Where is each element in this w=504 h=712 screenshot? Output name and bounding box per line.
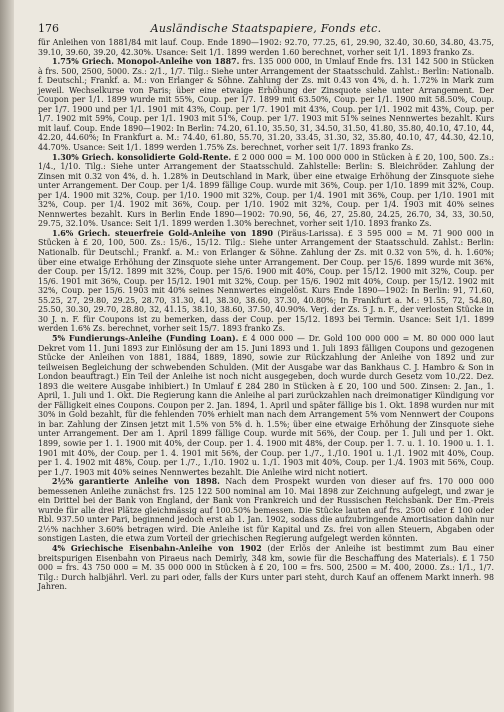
paragraph-monopol-anleihe [38,57,494,152]
paragraph-text: (der Erlös der Anleihe ist bestimmt zum Bau einer breitspurigen Eisenbahn von Piraeus nach Demirly, 348 km, sowie für die Beschaffung des Materials). £ 1 750 000 = frs. 43 750 000 = M. 35 000 000 in Stücken à £ 20, 100 = frs. 500, 2500 = M. 400, 2000. Zs.: 1/1., 1/7. Tilg.: Durch halbjährl. Verl. zu pari oder, falls der Kurs unter pari steht, durch Kauf an offenem Markt innerh. 98 Jahren. [38,543,494,592]
paragraph-text: £ 4 000 000 — Dr. Gold 100 000 000 = M. 80 000 000 laut Dekret vom 11. Juni 1893 zur Einlösung der am 15. Juni 1893 und 1. Juli 1893 fälligen Coupons und gezogenen Stücke der Anleihen von 1881, 1884, 1889, 1890, sowie zur Rückzahlung der Anleihe von 1892 und zur teilweisen Begleichung der schwebenden Schulden. (Mit der Ausgabe war das Bankhaus C. J. Hambro & Son in London beauftragt.) Ein Teil der Anleihe ist noch nicht ausgegeben, doch wurde durch Gesetz vom 10./22. Dez. 1893 die weitere Ausgabe inhibiert.) In Umlauf £ 284 280 in Stücken à £ 20, 100 und 500. Zinsen: 2. Jan., 1. April, 1. Juli und 1. Okt. Die Regierung kann die Anleihe al pari zurückzahlen nach dreimonatiger Kündigung vor der Fälligkeit eines Coupons. Coupon per 2. Jan. 1894, 1. April und später fällige bis 1. Okt. 1898 wurden nur mit 30% in Gold bezahlt, für die fehlenden 70% erhielt man nach dem Arrangement 5% vom Nennwert der Coupons in bar. Zahlung der Zinsen jetzt mit 1.5% von 5% d. h. 1.5%; über eine etwaige Erhöhung der Zinsquote siehe unter Arrangement. Der am 1. April 1899 fällige Coup. wurde mit 56%, der Coup. per 1. Juli und per 1. Okt. 1899, sowie per 1. 1. 1900 mit 40%, der Coup. per 1. 4. 1900 mit 48%, der Coup. per 1. 7. u. 1. 10. 1900 u. 1. 1. 1901 mit 40%, der Coup. per 1. 4. 1901 mit 56%, der Coup. per 1./7., 1./10. 1901 u. 1./1. 1902 mit 40%, Coup. per 1. 4. 1902 mit 48%, Coup. per 1./7., 1./10. 1902 u. 1./1. 1903 mit 40%, Coup. per 1./4. 1903 mit 56%, Coup. per 1./7. 1903 mit 40% seines Nennwertes bezahlt. Die Anleihe wird nicht notiert. [38,333,494,477]
binding-gutter [0,0,14,712]
page-header [38,22,494,35]
paragraph-funding-loan [38,334,494,477]
paragraph-continuation [38,38,494,57]
paragraph-text: für Anleihen von 1881/84 mit lauf. Coup. Ende 1890—1902: 92.70, 77.25, 61, 29.90, 32.40, 30.60, 34.80, 43.75, 39.10, 39.60, 39.20, 42.30%. Usance: Seit 1/1. 1899 werden 1.60 berechnet, vorher seit 1/1. 1893 franko Zs. [38,38,494,57]
page-number: 176 [38,22,59,35]
running-title: Ausländische Staatspapiere, Fonds etc. [150,22,382,35]
paragraph-text: (Piräus-Larissa). £ 3 595 000 = M. 71 900 000 in Stücken à £ 20, 100, 500. Zs.: 15/6., 15/12. Tilg.: Siehe unter Arrangement der Staatsschuld. Zahlst.: Berlin: Nationalb. für Deutschl.; Frankf. a. M.: von Erlanger & Söhne. Zahlung der Zs. mit 0.32 von 5%, d. h. 1.60%; über eine etwaige Erhöhung der Zinsquote siehe unter Arrangement. Der Coup. per 15/6. 1899 wurde mit 36%, der Coup. per 15/12. 1899 mit 32%, Coup. per 15/6. 1900 mit 40%, Coup. per 15/12. 1900 mit 32%, Coup. per 15/6. 1901 mit 36%, Coup. per 15/12. 1901 mit 32%, Coup. per 15/6. 1902 mit 40%, Coup. per 15/12. 1902 mit 32%, Coup. per 15/6. 1903 mit 40% seines Nennwertes eingelöst. Kurs Ende 1890—1902: In Berlin: 91, 71.60, 55.25, 27, 29.80, 29.25, 28.70, 31.30, 41, 38.30, 38.60, 37.30, 40.80%; In Frankfurt a. M.: 91.55, 72, 54.80, 25.50, 30.30, 29.70, 28.80, 32, 41.15, 38.10, 38.60, 37.50, 40.90%. Verj. der Zs. 5 J. n. F., der verlosten Stücke in 30 J. n. F. für Coupons ist zu bemerken, dass der Coup. per 15/12. 1893 bei Termin. Usance: Seit 1/1. 1899 werden 1.6% Zs. berechnet, vorher seit 15/7. 1893 franko Zs. [38,228,494,334]
paragraph-heading: 5% Fundierungs-Anleihe (Funding Loan). [52,333,239,343]
paragraph-heading: 1.30% Griech. konsolidierte Gold-Rente. [52,152,232,162]
paragraph-heading: 1.75% Griech. Monopol-Anleihe von 1887. [52,57,240,67]
paragraph-gold-anleihe-1890 [38,229,494,334]
paragraph-heading: 2½% garantierte Anleihe von 1898. [52,477,220,487]
paragraph-garantierte-anleihe [38,477,494,544]
paragraph-text: Nach dem Prospekt wurden von dieser auf frs. 170 000 000 bemessenen Anleihe zunächst frs. 125 122 500 nominal am 10. Mai 1898 zur Zeichnung aufgelegt, und zwar je ein Drittel bei der Bank von England, der Bank von Frankreich und der Russischen Reichsbank. Der Em.-Preis wurde für alle drei Plätze gleichmässig auf 100.50% bemessen. Die Stücke lauten auf frs. 2500 oder £ 100 oder Rbl. 937.50 unter Pari, beginnend jedoch erst ab 1. Jan. 1902, sodass die aufzubringende Amortisation dahin nur 2½% nachher 3.60% betragen wird. Die Anleihe ist für Kapital und Zs. frei von allen Steuern, Abgaben oder sonstigen Lasten, die etwa zum Vorteil der griechischen Regierung aufgelegt werden könnten. [38,477,494,544]
paragraph-heading: 1.6% Griech. steuerfreie Gold-Anleihe von 1890 [52,228,273,238]
document-body [38,38,494,592]
paragraph-text: £ 2 000 000 = M. 100 000 000 in Stücken à £ 20, 100, 500. Zs.: 1/4., 1/10. Tilg.: Siehe unter Arrangement der Staatsschuld. Zahlstelle: Berlin: S. Bleichröder. Zahlung der Zinsen mit 0.32 von 4%, d. h. 1.28% in Deutschland in Mark, über eine etwaige Erhöhung der Zinsquote siehe unter Arrangement. Der Coup. per 1/4. 1899 fällige Coup. wurde mit 36%, Coup. per 1/10. 1899 mit 32%, Coup. per 1/4. 1900 mit 32%, Coup. per 1/10. 1900 mit 32%, Coup. per 1/4. 1901 mit 36%, Coup. per 1/10. 1901 mit 32%, Coup. per 1/4. 1902 mit 36%, Coup. per 1/10. 1902 mit 32%, Coup. per 1/4. 1903 mit 40% seines Nennwertes bezahlt. Kurs in Berlin Ende 1890—1902: 70.90, 56, 46, 27, 25.80, 24.25, 26.70, 34, 33, 30.50, 29.75, 32.10%. Usance: Seit 1/1. 1899 werden 1.30% berechnet, vorher seit 1/10. 1893 franko Zs. [38,152,494,229]
paragraph-heading: 4% Griechische Eisenbahn-Anleihe von 1902 [52,543,262,553]
paragraph-eisenbahn-anleihe [38,544,494,592]
paragraph-text: frs. 135 000 000, in Umlauf Ende frs. 131 142 500 in Stücken à frs. 500, 2500, 5000. Zs.: 2/1., 1/7. Tilg.: Siehe unter Arrangement der Staatsschuld. Zahlst.: Berlin: Nationalb. f. Deutschl.; Frankf. a. M.: von Erlanger & Söhne. Zahlung der Zs. mit 0.43 von 4%, d. h. 1.72% in Mark zum jeweil. Wechselkurse von Paris; über eine etwaige Erhöhung der Zinsquote siehe unter Arrangement. Der Coupon per 1/1. 1899 wurde mit 55%, Coup. per 1/7. 1899 mit 63.50%, Coup. per 1/1. 1900 mit 58.50%, Coup. per 1/7. 1900 und per 1/1. 1901 mit 43%, Coup. per 1/7. 1901 mit 43%, Coup. per 1/1. 1902 mit 43%, Coup. per 1/7. 1902 mit 59%, Coup. per 1/1. 1903 mit 51%, Coup. per 1/7. 1903 mit 51% seines Nennwertes bezahlt. Kurs mit lauf. Coup. Ende 1890—1902: In Berlin: 74.20, 61.10, 35.50, 31, 34.50, 31.50, 41.80, 35.80, 40.10, 47.10, 44, 42.20, 44.60%; In Frankfurt a. M.: 74.40, 61.80, 55.70, 31.20, 33.45, 31.30, 32, 35.80, 40.10, 47, 44.30, 42.10, 44.70%. Usance: Seit 1/1. 1899 werden 1.75% Zs. berechnet, vorher seit 1/7. 1893 franko Zs. [38,57,494,153]
paragraph-gold-rente [38,153,494,229]
